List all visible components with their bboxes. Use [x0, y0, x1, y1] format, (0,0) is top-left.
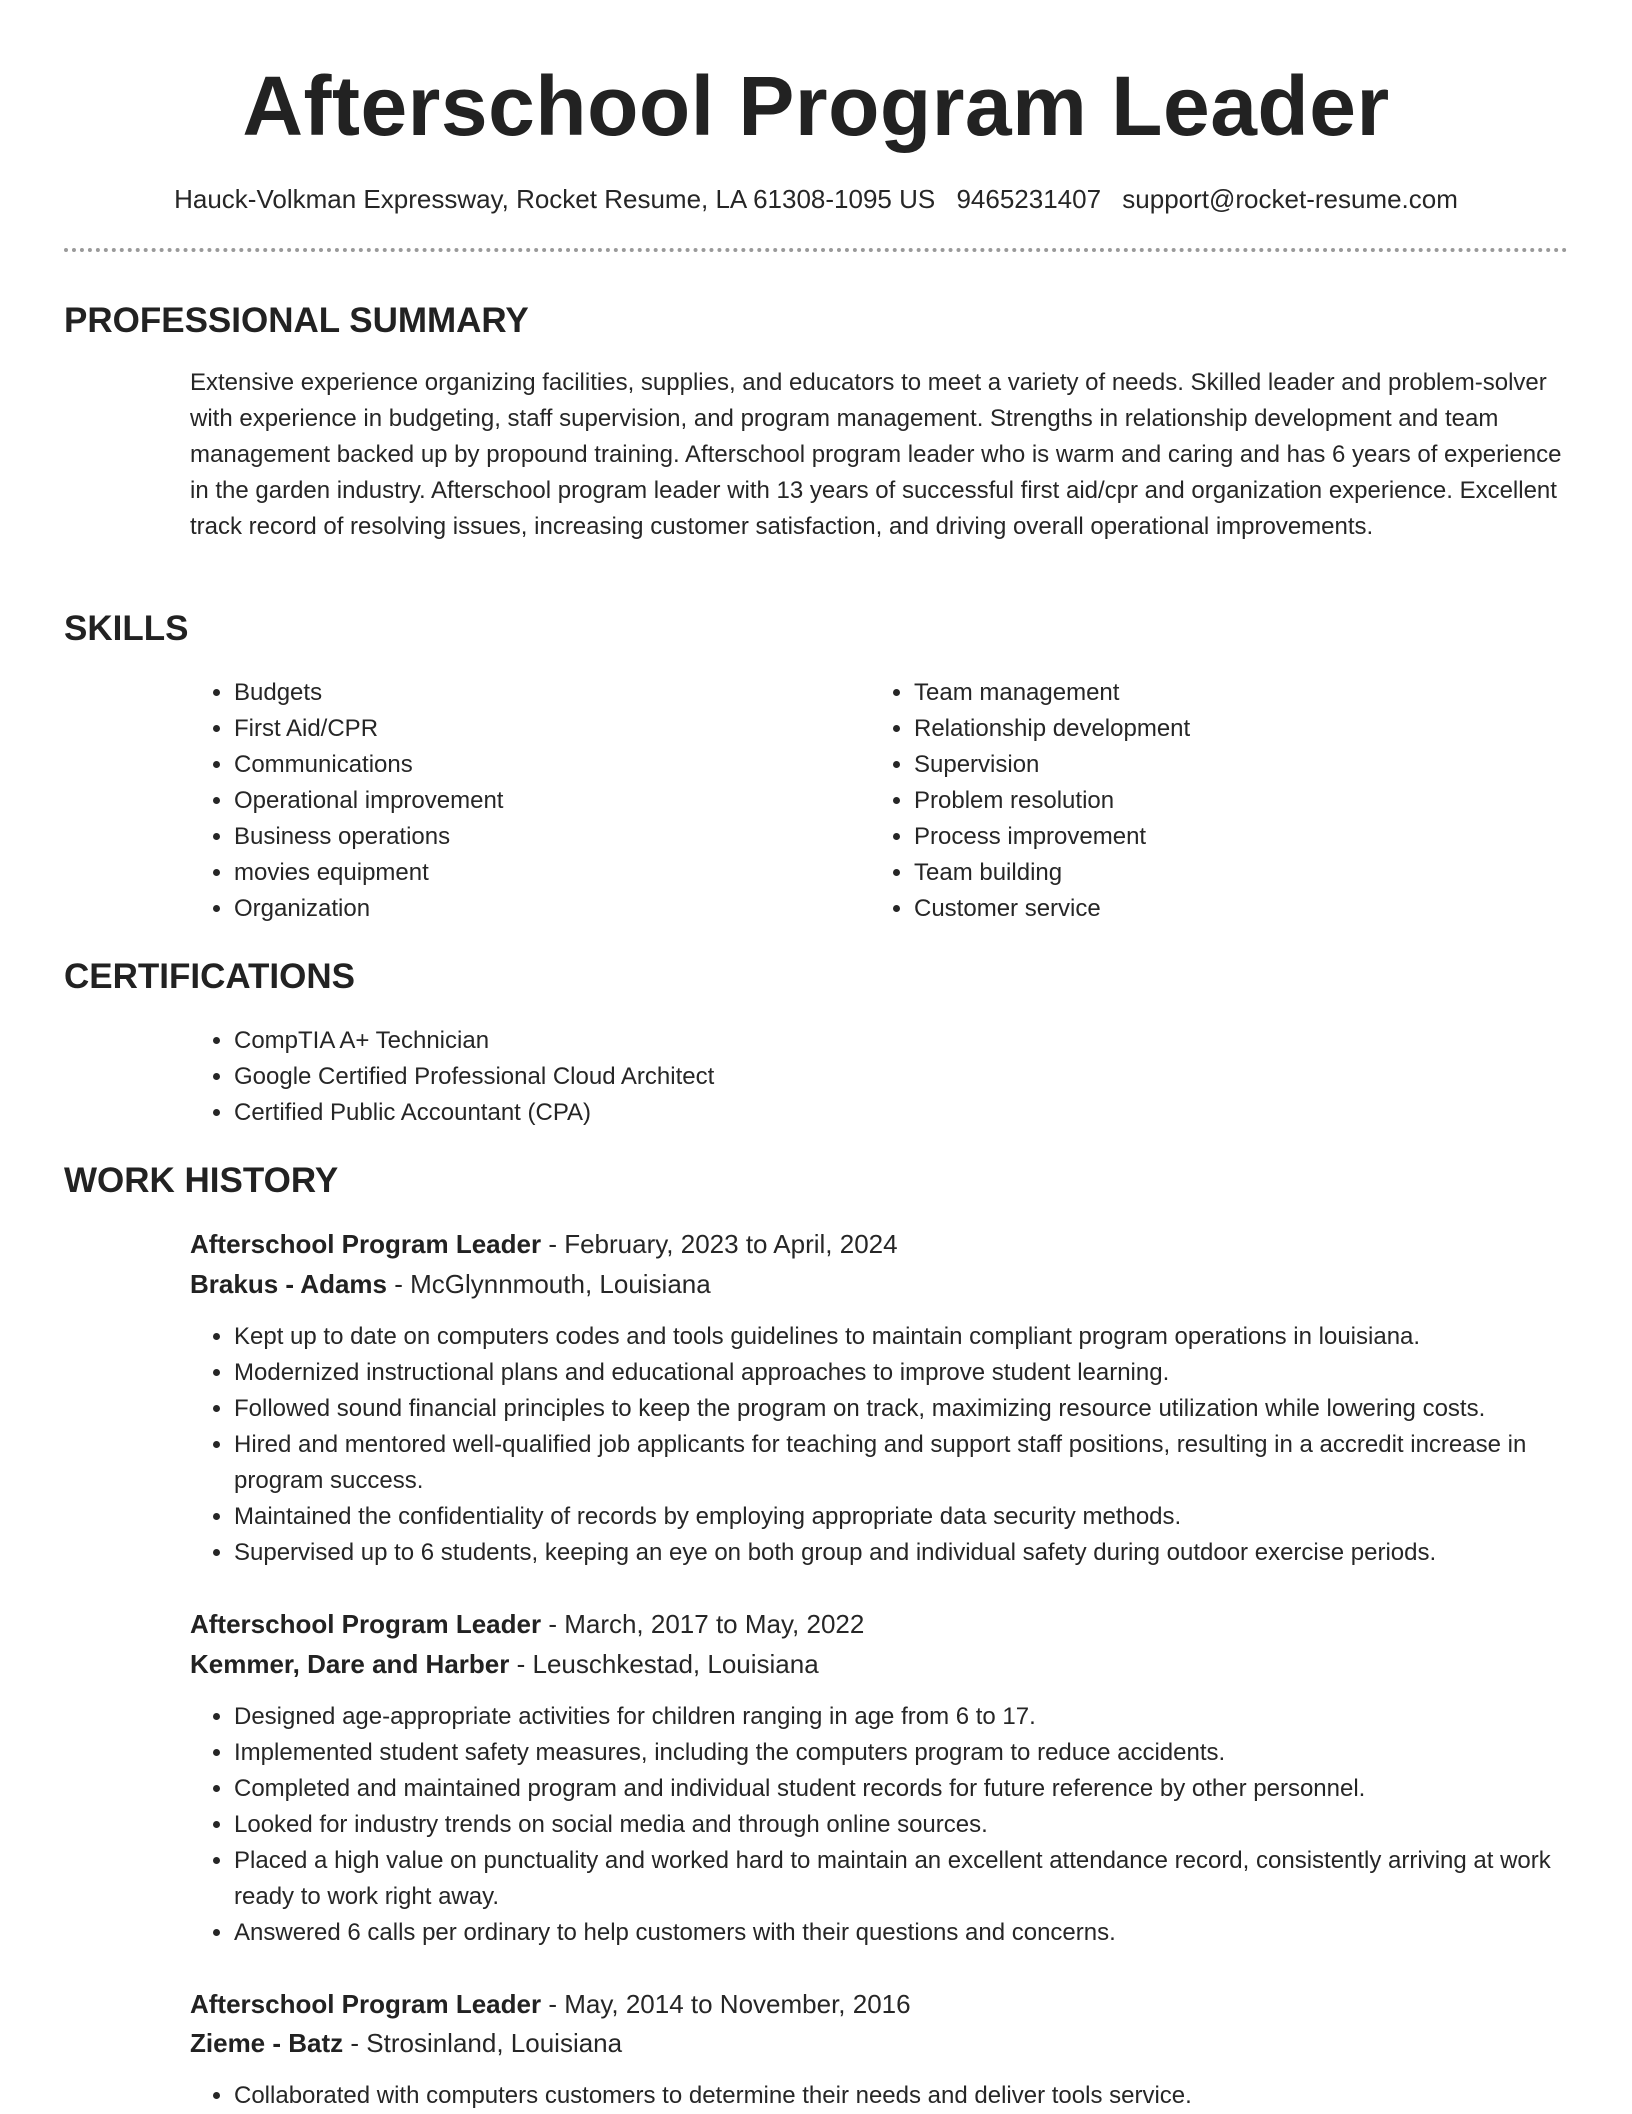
- job-role: Afterschool Program Leader: [190, 1989, 542, 2019]
- skill-item: • Customer service: [914, 891, 1564, 927]
- skill-item: • Relationship development: [914, 711, 1564, 747]
- certifications-list: [190, 1023, 1534, 1131]
- job-dates: - May, 2014 to November, 2016: [541, 1989, 911, 2019]
- skill-item: • Process improvement: [914, 819, 1564, 855]
- skill-item: • Communications: [234, 747, 834, 783]
- resume-page: [64, 0, 1568, 2109]
- skill-item: • Problem resolution: [914, 783, 1564, 819]
- skill-item: • Organization: [234, 891, 834, 927]
- job-location: - McGlynnmouth, Louisiana: [387, 1269, 711, 1299]
- summary-heading: PROFESSIONAL SUMMARY: [64, 301, 529, 340]
- job-title-line: [190, 1226, 898, 1262]
- contact-address: Hauck-Volkman Expressway, Rocket Resume, LA 61308-1095 US: [174, 184, 936, 214]
- skills-list-right: [870, 675, 1564, 927]
- job-bullet: • Supervised up to 6 students, keeping an eye on both group and individual safety during outdoor exercise periods.: [234, 1535, 1614, 1571]
- certification-item: • Certified Public Accountant (CPA): [234, 1095, 1534, 1131]
- job-bullet: • Designed age-appropriate activities for children ranging in age from 6 to 17.: [234, 1699, 1614, 1735]
- job-role: Afterschool Program Leader: [190, 1229, 542, 1259]
- job-company: Brakus - Adams: [190, 1269, 387, 1299]
- header-divider: [64, 248, 1568, 252]
- certifications-heading: CERTIFICATIONS: [64, 957, 356, 996]
- job-bullet: • Completed and maintained program and individual student records for future reference by other personnel.: [234, 1771, 1614, 1807]
- contact-email[interactable]: support@rocket-resume.com: [1122, 184, 1458, 214]
- job-bullet: • Modernized instructional plans and educational approaches to improve student learning.: [234, 1355, 1614, 1391]
- job-location: - Strosinland, Louisiana: [343, 2028, 623, 2058]
- job-dates: - March, 2017 to May, 2022: [541, 1609, 865, 1639]
- summary-text: Extensive experience organizing facilities, supplies, and educators to meet a variety of needs. Skilled leader and problem-solver with experience in budgeting, staff supervision, and program management. Strengths in relationship development and team management backed up by propound training. Afterschool program leader who is warm and caring and has 6 years of experience in the garden industry. Afterschool program leader with 13 years of successful first aid/cpr and organization experience. Excellent track record of resolving issues, increasing customer satisfaction, and driving overall operational improvements.: [190, 369, 1562, 540]
- skills-list-left: [190, 675, 834, 927]
- certification-item: • CompTIA A+ Technician: [234, 1023, 1534, 1059]
- job-bullet: • Implemented student safety measures, including the computers program to reduce accidents.: [234, 1735, 1614, 1771]
- job-bullet: • Collaborated with computers customers to determine their needs and deliver tools service.: [234, 2078, 1614, 2114]
- job-bullet: • Placed a high value on punctuality and worked hard to maintain an excellent attendance record, consistently arriving at work ready to work right away.: [234, 1843, 1614, 1915]
- certification-item: • Google Certified Professional Cloud Architect: [234, 1059, 1534, 1095]
- job-bullet: • Hired and mentored well-qualified job applicants for teaching and support staff positions, resulting in a accredit increase in program success.: [234, 1427, 1614, 1499]
- skill-item: • First Aid/CPR: [234, 711, 834, 747]
- job-company: Zieme - Batz: [190, 2028, 344, 2058]
- skills-heading: SKILLS: [64, 609, 189, 648]
- job-bullet: • Looked for industry trends on social media and through online sources.: [234, 1807, 1614, 1843]
- job-company: Kemmer, Dare and Harber: [190, 1649, 510, 1679]
- job-bullet: • Answered 6 calls per ordinary to help customers with their questions and concerns.: [234, 1915, 1614, 1951]
- skill-item: • Team management: [914, 675, 1564, 711]
- resume-name: Afterschool Program Leader: [242, 59, 1390, 153]
- work-history-heading: WORK HISTORY: [64, 1161, 339, 1200]
- contact-phone: 9465231407: [956, 184, 1102, 214]
- job-bullets: [190, 1319, 1614, 1571]
- job-bullet: • Maintained the confidentiality of records by employing appropriate data security methods.: [234, 1499, 1614, 1535]
- job-bullet: • Kept up to date on computers codes and tools guidelines to maintain compliant program operations in louisiana.: [234, 1319, 1614, 1355]
- skill-item: • Operational improvement: [234, 783, 834, 819]
- job-dates: - February, 2023 to April, 2024: [541, 1229, 898, 1259]
- skill-item: • Budgets: [234, 675, 834, 711]
- skill-item: • Team building: [914, 855, 1564, 891]
- job-company-line: [190, 2025, 622, 2061]
- job-location: - Leuschkestad, Louisiana: [509, 1649, 819, 1679]
- skill-item: • movies equipment: [234, 855, 834, 891]
- job-company-line: [190, 1266, 711, 1302]
- skill-item: • Supervision: [914, 747, 1564, 783]
- job-role: Afterschool Program Leader: [190, 1609, 542, 1639]
- contact-line: [64, 182, 1568, 216]
- job-title-line: [190, 1986, 911, 2022]
- job-bullet: • Followed sound financial principles to keep the program on track, maximizing resource utilization while lowering costs.: [234, 1391, 1614, 1427]
- job-company-line: [190, 1646, 819, 1682]
- job-title-line: [190, 1606, 864, 1642]
- job-bullets: [190, 1699, 1614, 1951]
- skill-item: • Business operations: [234, 819, 834, 855]
- job-bullets: [190, 2078, 1614, 2114]
